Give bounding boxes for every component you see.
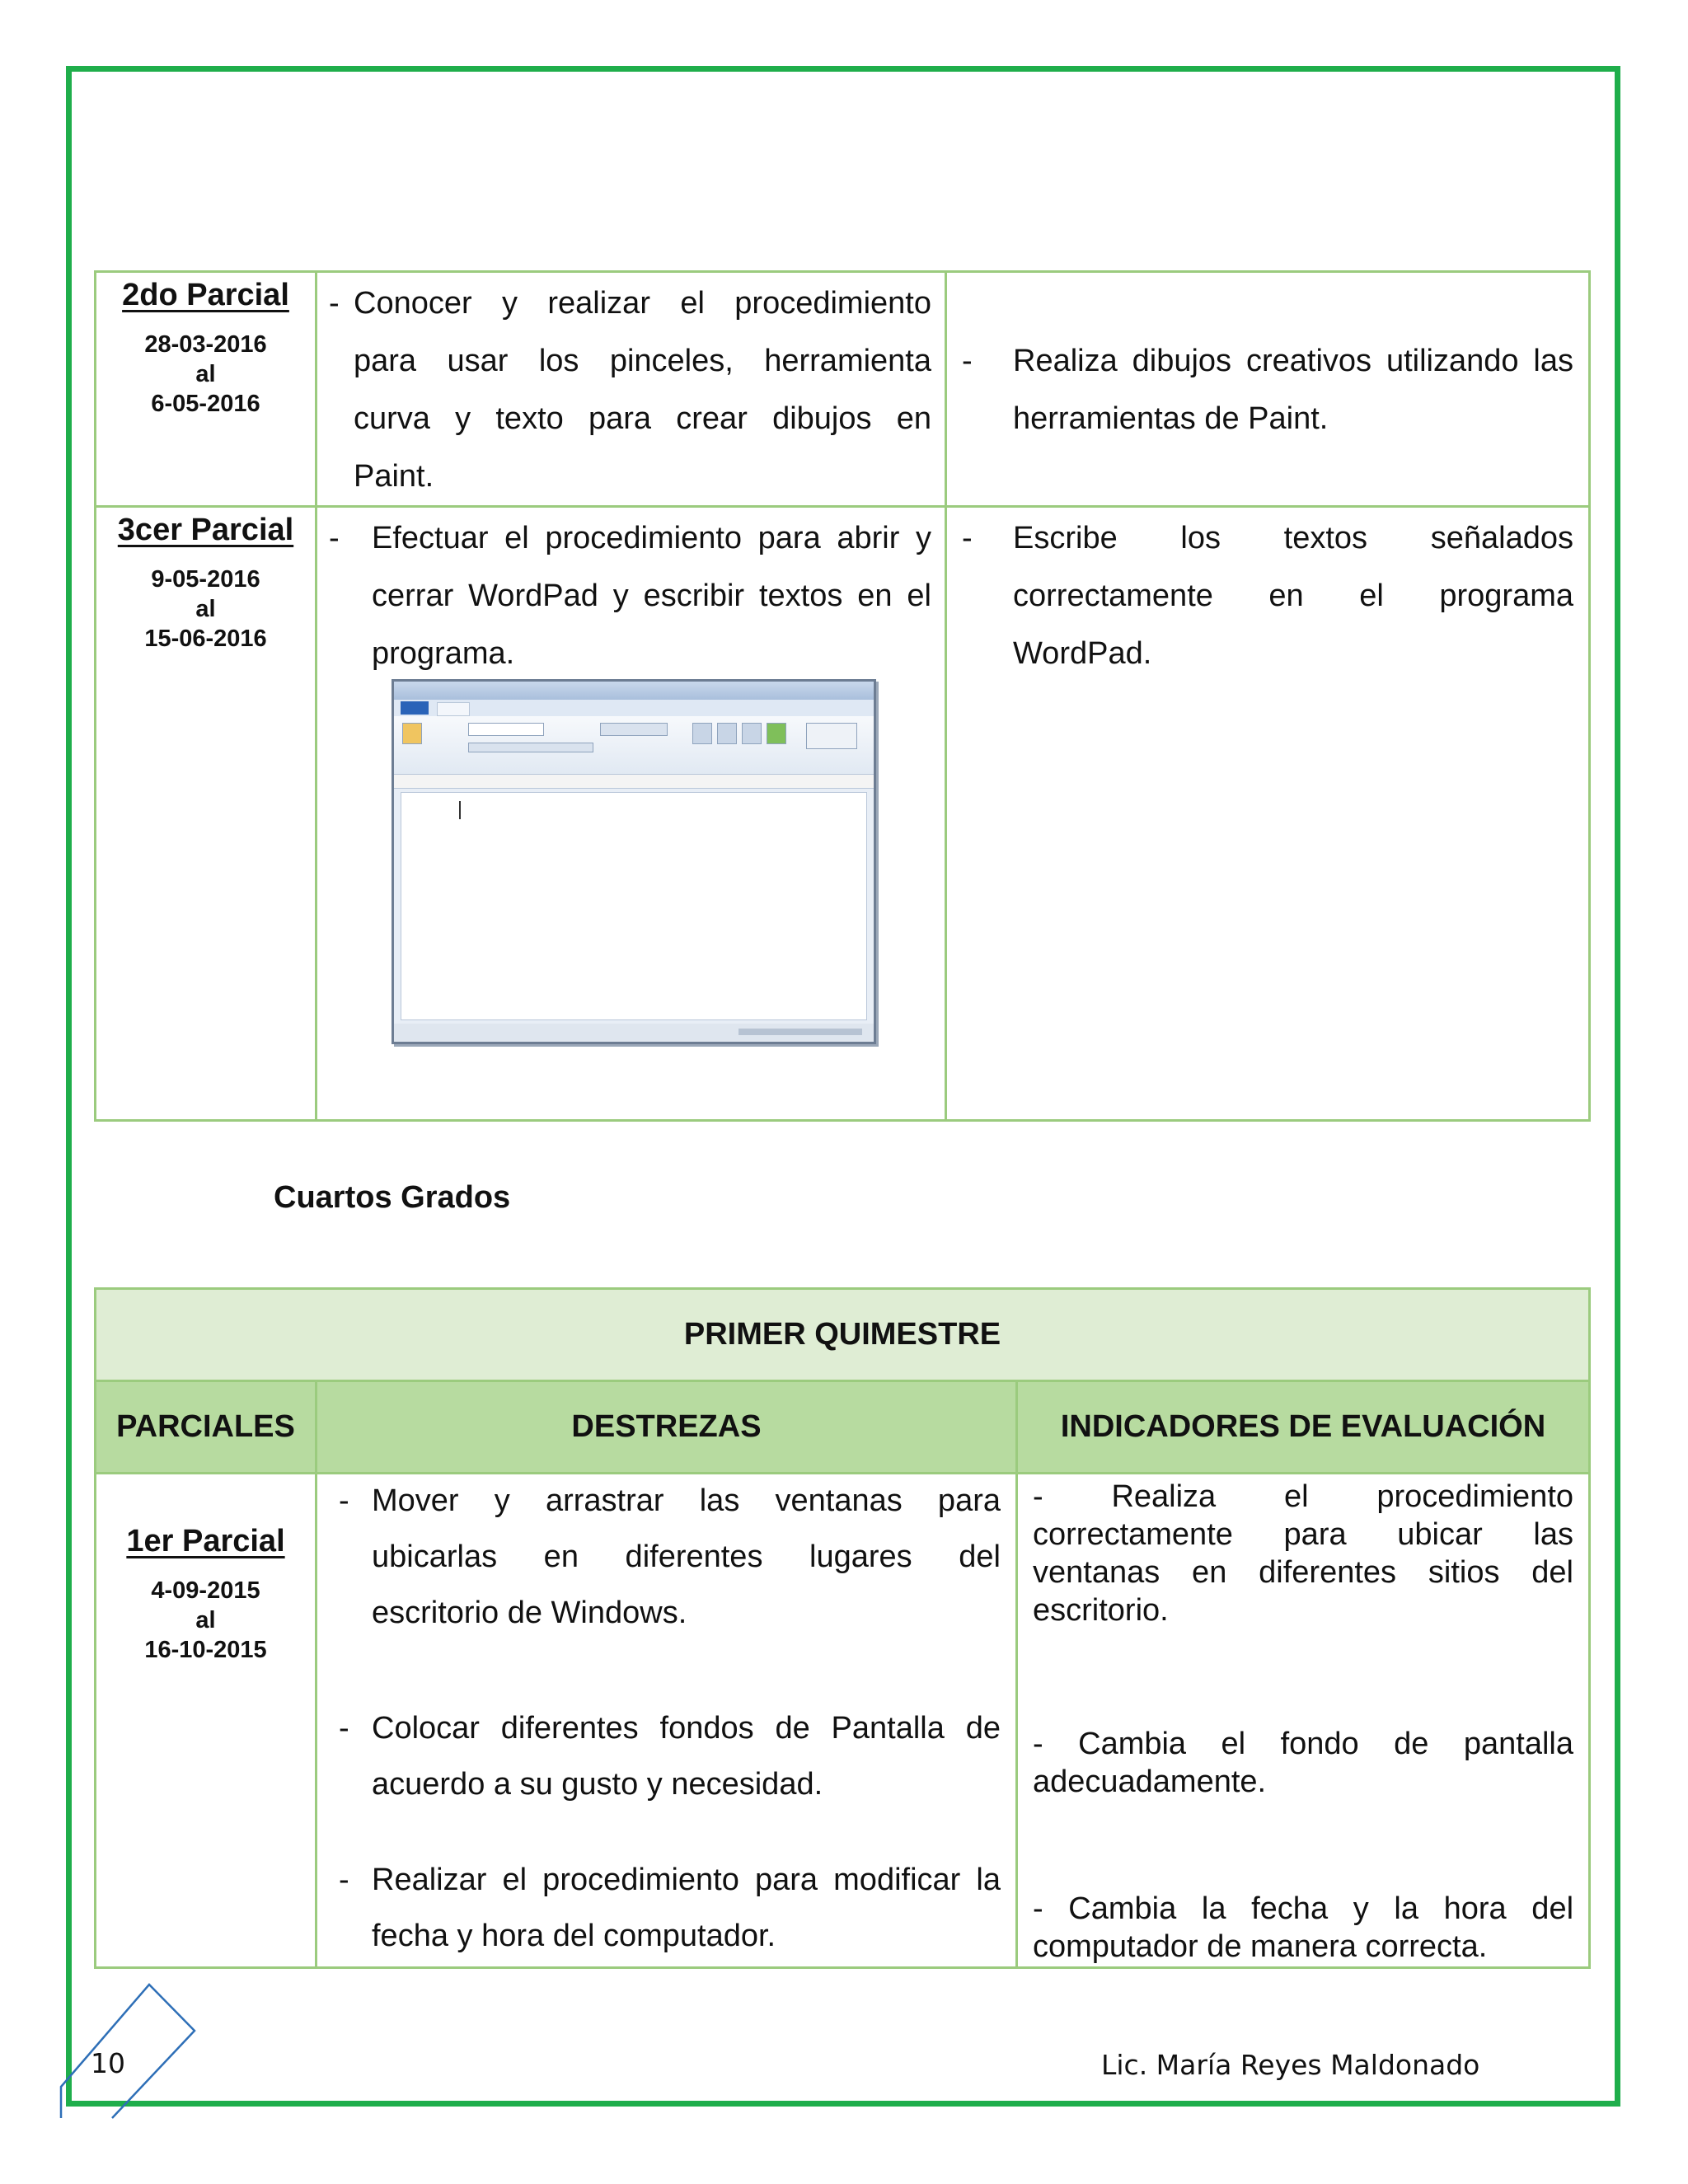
indicador-cell [946, 507, 1590, 1121]
wordpad-ruler [394, 775, 874, 789]
wordpad-tabs [394, 700, 874, 716]
indicador-cell [946, 272, 1590, 507]
wordpad-ribbon [394, 716, 874, 775]
quimestre-header: PRIMER QUIMESTRE [96, 1289, 1590, 1381]
parcial-dates: 9-05-2016 al 15-06-2016 [144, 566, 267, 652]
destreza-item: - Conocer y realizar el procedimiento para usar los pinceles, herramienta curva y texto para crear dibujos en Paint. [329, 286, 931, 494]
footer-author: Lic. María Reyes Maldonado [1101, 2049, 1480, 2081]
parcial-dates: 4-09-2015 al 16-10-2015 [144, 1577, 267, 1663]
wordpad-tab [437, 702, 470, 716]
header-indicadores: INDICADORES DE EVALUACIÓN [1017, 1381, 1590, 1474]
header-parciales: PARCIALES [96, 1381, 316, 1474]
wordpad-screenshot [392, 679, 876, 1044]
destreza-item: - Colocar diferentes fondos de Pantalla de acuerdo a su gusto y necesidad. [339, 1711, 1001, 1802]
format-icon [468, 743, 593, 752]
parcial-dates: 28-03-2016 al 6-05-2016 [144, 331, 267, 417]
paste-icon [402, 723, 422, 744]
page-number: 10 [91, 2047, 125, 2079]
indicador-cell [1017, 1474, 1590, 1968]
destreza-item: - Mover y arrastrar las ventanas para ubicarlas en diferentes lugares del escritorio de Windows. [339, 1483, 1001, 1630]
section-title: Cuartos Grados [274, 1180, 511, 1215]
indicador-item: - Realiza dibujos creativos utilizando las herramientas de Paint. [962, 344, 1573, 436]
paint-drawing-icon [717, 723, 737, 744]
parcial-title: 2do Parcial [122, 278, 289, 312]
wordpad-titlebar [394, 682, 874, 700]
table-row [96, 1289, 1590, 1381]
date-time-icon [742, 723, 762, 744]
indicador-item: - Escribe los textos señalados correctamente en el programa WordPad. [962, 521, 1573, 671]
text-cursor [459, 801, 461, 819]
parcial-title: 1er Parcial [126, 1524, 285, 1558]
editing-icon [806, 723, 857, 749]
table-row [96, 1474, 1590, 1968]
parcial-cell [96, 507, 316, 1121]
destreza-item: - Efectuar el procedimiento para abrir y cerrar WordPad y escribir textos en el programa. [329, 521, 931, 671]
indicador-item: - Realiza el procedimiento correctamente para ubicar las ventanas en diferentes sitios del escritorio. [1033, 1479, 1574, 1628]
paragraph-icon [600, 723, 668, 736]
table-row [96, 272, 1590, 507]
picture-icon [692, 723, 712, 744]
indicador-item: - Cambia la fecha y la hora del computador de manera correcta. [1033, 1891, 1574, 1964]
wordpad-document [401, 792, 867, 1020]
bottom-table [94, 1287, 1591, 1969]
parcial-title: 3cer Parcial [117, 513, 294, 547]
parcial-cell [96, 1474, 316, 1968]
insert-object-icon [767, 723, 786, 744]
table-row [96, 1381, 1590, 1474]
font-box-icon [468, 723, 544, 736]
destreza-cell [316, 1474, 1017, 1968]
destreza-item: - Realizar el procedimiento para modificar la fecha y hora del computador. [339, 1863, 1001, 1953]
destreza-cell [316, 272, 946, 507]
parcial-cell [96, 272, 316, 507]
header-destrezas: DESTREZAS [316, 1381, 1017, 1474]
indicador-item: - Cambia el fondo de pantalla adecuadamente. [1033, 1727, 1574, 1799]
wordpad-file-button [401, 701, 429, 715]
wordpad-tab [473, 702, 506, 716]
wordpad-statusbar [394, 1024, 874, 1042]
zoom-slider [738, 1029, 862, 1035]
